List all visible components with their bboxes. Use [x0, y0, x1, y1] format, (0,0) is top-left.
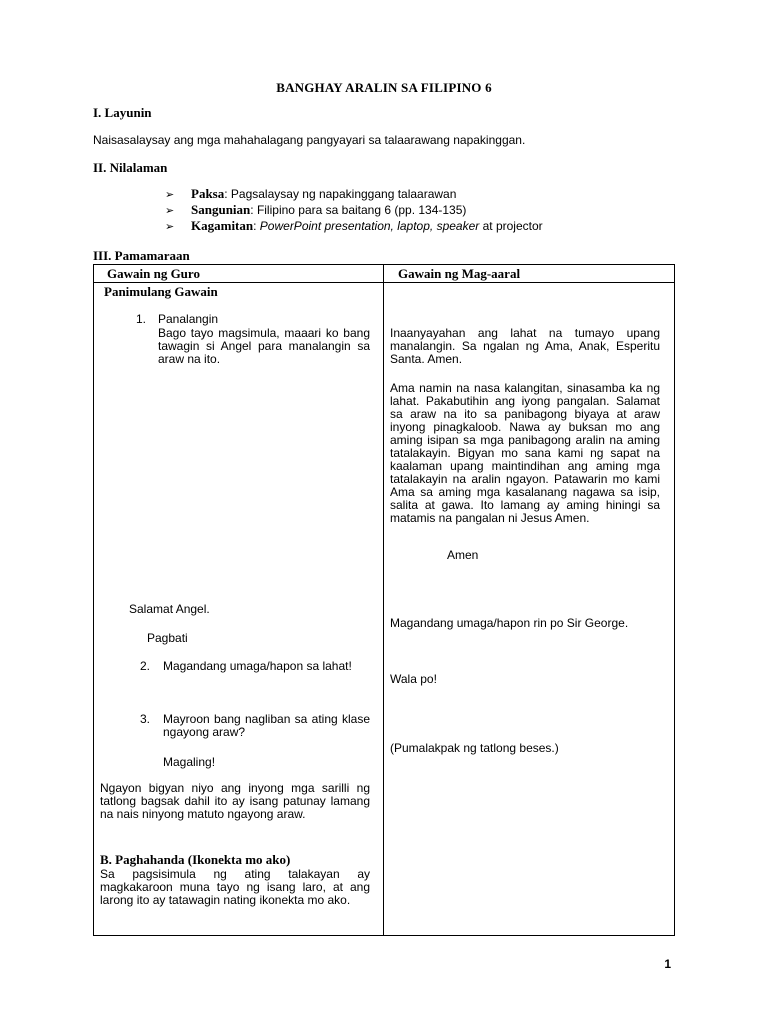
kagamitan-value-tail: at projector — [479, 219, 543, 233]
item-number-2: 2. — [140, 659, 151, 673]
panalangin-label: Panalangin — [158, 312, 219, 326]
layunin-text: Naisasalaysay ang mga mahahalagang pangyayari sa talaarawang napakinggan. — [93, 133, 526, 147]
salamat-text: Salamat Angel. — [129, 602, 210, 616]
greeting-response: Magandang umaga/hapon rin po Sir George. — [390, 616, 629, 630]
document-title: BANGHAY ARALIN SA FILIPINO 6 — [276, 80, 492, 95]
list-item-paksa — [165, 186, 543, 202]
arrow-bullet-icon: ➢ — [165, 220, 175, 233]
arrow-bullet-icon: ➢ — [165, 188, 175, 201]
prayer-text: Ama namin na nasa kalangitan, sinasamba ka ng lahat. Pakabutihin ang iyong pangalan. Salamat sa araw na ito sa panibagong biyaya at araw inyong pinagkaloob. Nawa ay buksan mo ang aming isipan sa mga panibagong aralin na aming tatalakayin. Bigyan mo sana kami ng sapat na kaalaman upang maintindihan ang aming mga tatalakayin na aralin ngayon. Patawarin mo kami Ama sa aming mga kasalanang nagawa sa isip, salita at gawa. Ito lamang ay aming hiningi sa matamis na pangalan ni Jesus Amen. — [390, 381, 660, 525]
item-number-1: 1. — [136, 312, 147, 326]
arrow-bullet-icon: ➢ — [165, 204, 175, 217]
inaanyayahan-text: Inaanyayahan ang lahat na tumayo upang manalangin. Sa ngalan ng Ama, Anak, Esperitu Santa. Amen. — [390, 326, 660, 366]
ngayon-text: Ngayon bigyan niyo ang inyong mga sarilli ng tatlong bagsak dahil ito ay isang patunay lamang na nais ninyong matuto ngayong araw. — [100, 781, 370, 821]
section-layunin-heading: I. Layunin — [93, 105, 152, 120]
panalangin-text: Bago tayo magsimula, maaari ko bang tawagin si Angel para manalangin sa araw na ito. — [158, 326, 370, 366]
paksa-separator: : — [224, 187, 231, 201]
list-item-kagamitan — [165, 218, 543, 234]
sangunian-separator: : — [250, 203, 257, 217]
item-3-text: Mayroon bang nagliban sa ating klase ngayong araw? — [163, 712, 370, 739]
nilalaman-list — [165, 186, 543, 234]
amen-text: Amen — [447, 548, 479, 562]
page-number: 1 — [664, 957, 671, 971]
kagamitan-label: Kagamitan — [191, 218, 254, 233]
section-pamamaraan-heading: III. Pamamaraan — [93, 248, 190, 263]
paksa-value: Pagsalaysay ng napakinggang talaarawan — [230, 187, 457, 201]
list-item-sangunian — [165, 202, 543, 218]
kagamitan-value-italic: PowerPoint presentation, laptop, speaker — [259, 219, 480, 233]
kagamitan-separator: : — [253, 219, 260, 233]
sangunian-value: Filipino para sa baitang 6 (pp. 134-135) — [256, 203, 467, 217]
paksa-label: Paksa — [191, 186, 225, 201]
sangunian-label: Sangunian — [191, 202, 251, 217]
table-header-divider — [93, 282, 675, 283]
pagbati-label: Pagbati — [147, 631, 188, 645]
magaling-text: Magaling! — [163, 755, 216, 769]
paghahanda-heading: B. Paghahanda (Ikonekta mo ako) — [100, 852, 291, 867]
section-nilalaman-heading: II. Nilalaman — [93, 160, 168, 175]
pumalakpak-response: (Pumalakpak ng tatlong beses.) — [390, 741, 559, 755]
panimulang-gawain-heading: Panimulang Gawain — [104, 284, 218, 299]
item-2-text: Magandang umaga/hapon sa lahat! — [163, 659, 352, 673]
column-header-mag-aaral: Gawain ng Mag-aaral — [398, 266, 521, 281]
column-header-guro: Gawain ng Guro — [107, 266, 200, 281]
paghahanda-text: Sa pagsisimula ng ating talakayan ay magkakaroon muna tayo ng isang laro, at ang larong ito ay tatawagin nating ikonekta mo ako. — [100, 867, 370, 907]
item-number-3: 3. — [140, 712, 151, 726]
wala-po-response: Wala po! — [390, 672, 437, 686]
table-column-divider — [383, 264, 384, 936]
